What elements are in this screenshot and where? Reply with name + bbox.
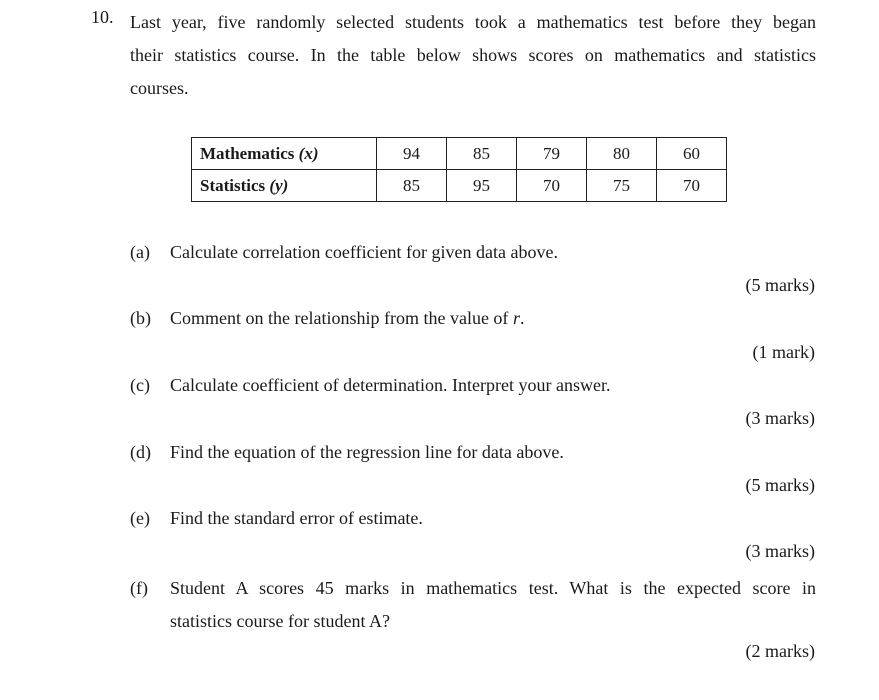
part-text: Calculate coefficient of determination. Interpret your answer. <box>170 375 611 395</box>
table-cell: 80 <box>587 138 657 170</box>
table-cell: 60 <box>657 138 727 170</box>
part-label: (c) <box>130 375 150 395</box>
part-a <box>130 240 558 264</box>
part-label: (d) <box>130 442 151 462</box>
row-header-statistics: Statistics (y) <box>192 170 377 202</box>
table-row <box>192 170 727 202</box>
part-b <box>130 306 524 330</box>
part-label: (b) <box>130 308 151 328</box>
part-label: (f) <box>130 578 148 598</box>
table-cell: 85 <box>447 138 517 170</box>
part-d <box>130 440 564 464</box>
marks-f: (2 marks) <box>745 641 815 661</box>
table-row <box>192 138 727 170</box>
marks-c: (3 marks) <box>745 408 815 428</box>
stem-line: their statistics course. In the table below shows scores on mathematics and statistics <box>130 45 816 65</box>
question-stem <box>130 6 816 105</box>
part-f <box>130 572 816 638</box>
table-cell: 70 <box>517 170 587 202</box>
marks-a: (5 marks) <box>745 275 815 295</box>
table-cell: 75 <box>587 170 657 202</box>
scores-table <box>191 137 727 202</box>
part-text: Student A scores 45 marks in mathematics test. What is the expected score in <box>170 578 816 598</box>
table-cell: 95 <box>447 170 517 202</box>
row-header-mathematics: Mathematics (x) <box>192 138 377 170</box>
marks-e: (3 marks) <box>745 541 815 561</box>
part-text: Calculate correlation coefficient for given data above. <box>170 242 558 262</box>
table-cell: 79 <box>517 138 587 170</box>
table-cell: 94 <box>377 138 447 170</box>
stem-line: courses. <box>130 78 189 98</box>
part-label: (a) <box>130 242 150 262</box>
part-c <box>130 373 611 397</box>
table-cell: 70 <box>657 170 727 202</box>
question-number: 10. <box>91 7 114 27</box>
part-text: statistics course for student A? <box>170 611 390 631</box>
part-e <box>130 506 423 530</box>
part-text: Find the equation of the regression line for data above. <box>170 442 564 462</box>
stem-line: Last year, five randomly selected students took a mathematics test before they began <box>130 12 816 32</box>
part-text: Find the standard error of estimate. <box>170 508 423 528</box>
marks-b: (1 mark) <box>752 342 815 362</box>
table-cell: 85 <box>377 170 447 202</box>
part-text: Comment on the relationship from the value of r. <box>170 308 525 328</box>
marks-d: (5 marks) <box>745 475 815 495</box>
part-label: (e) <box>130 508 150 528</box>
